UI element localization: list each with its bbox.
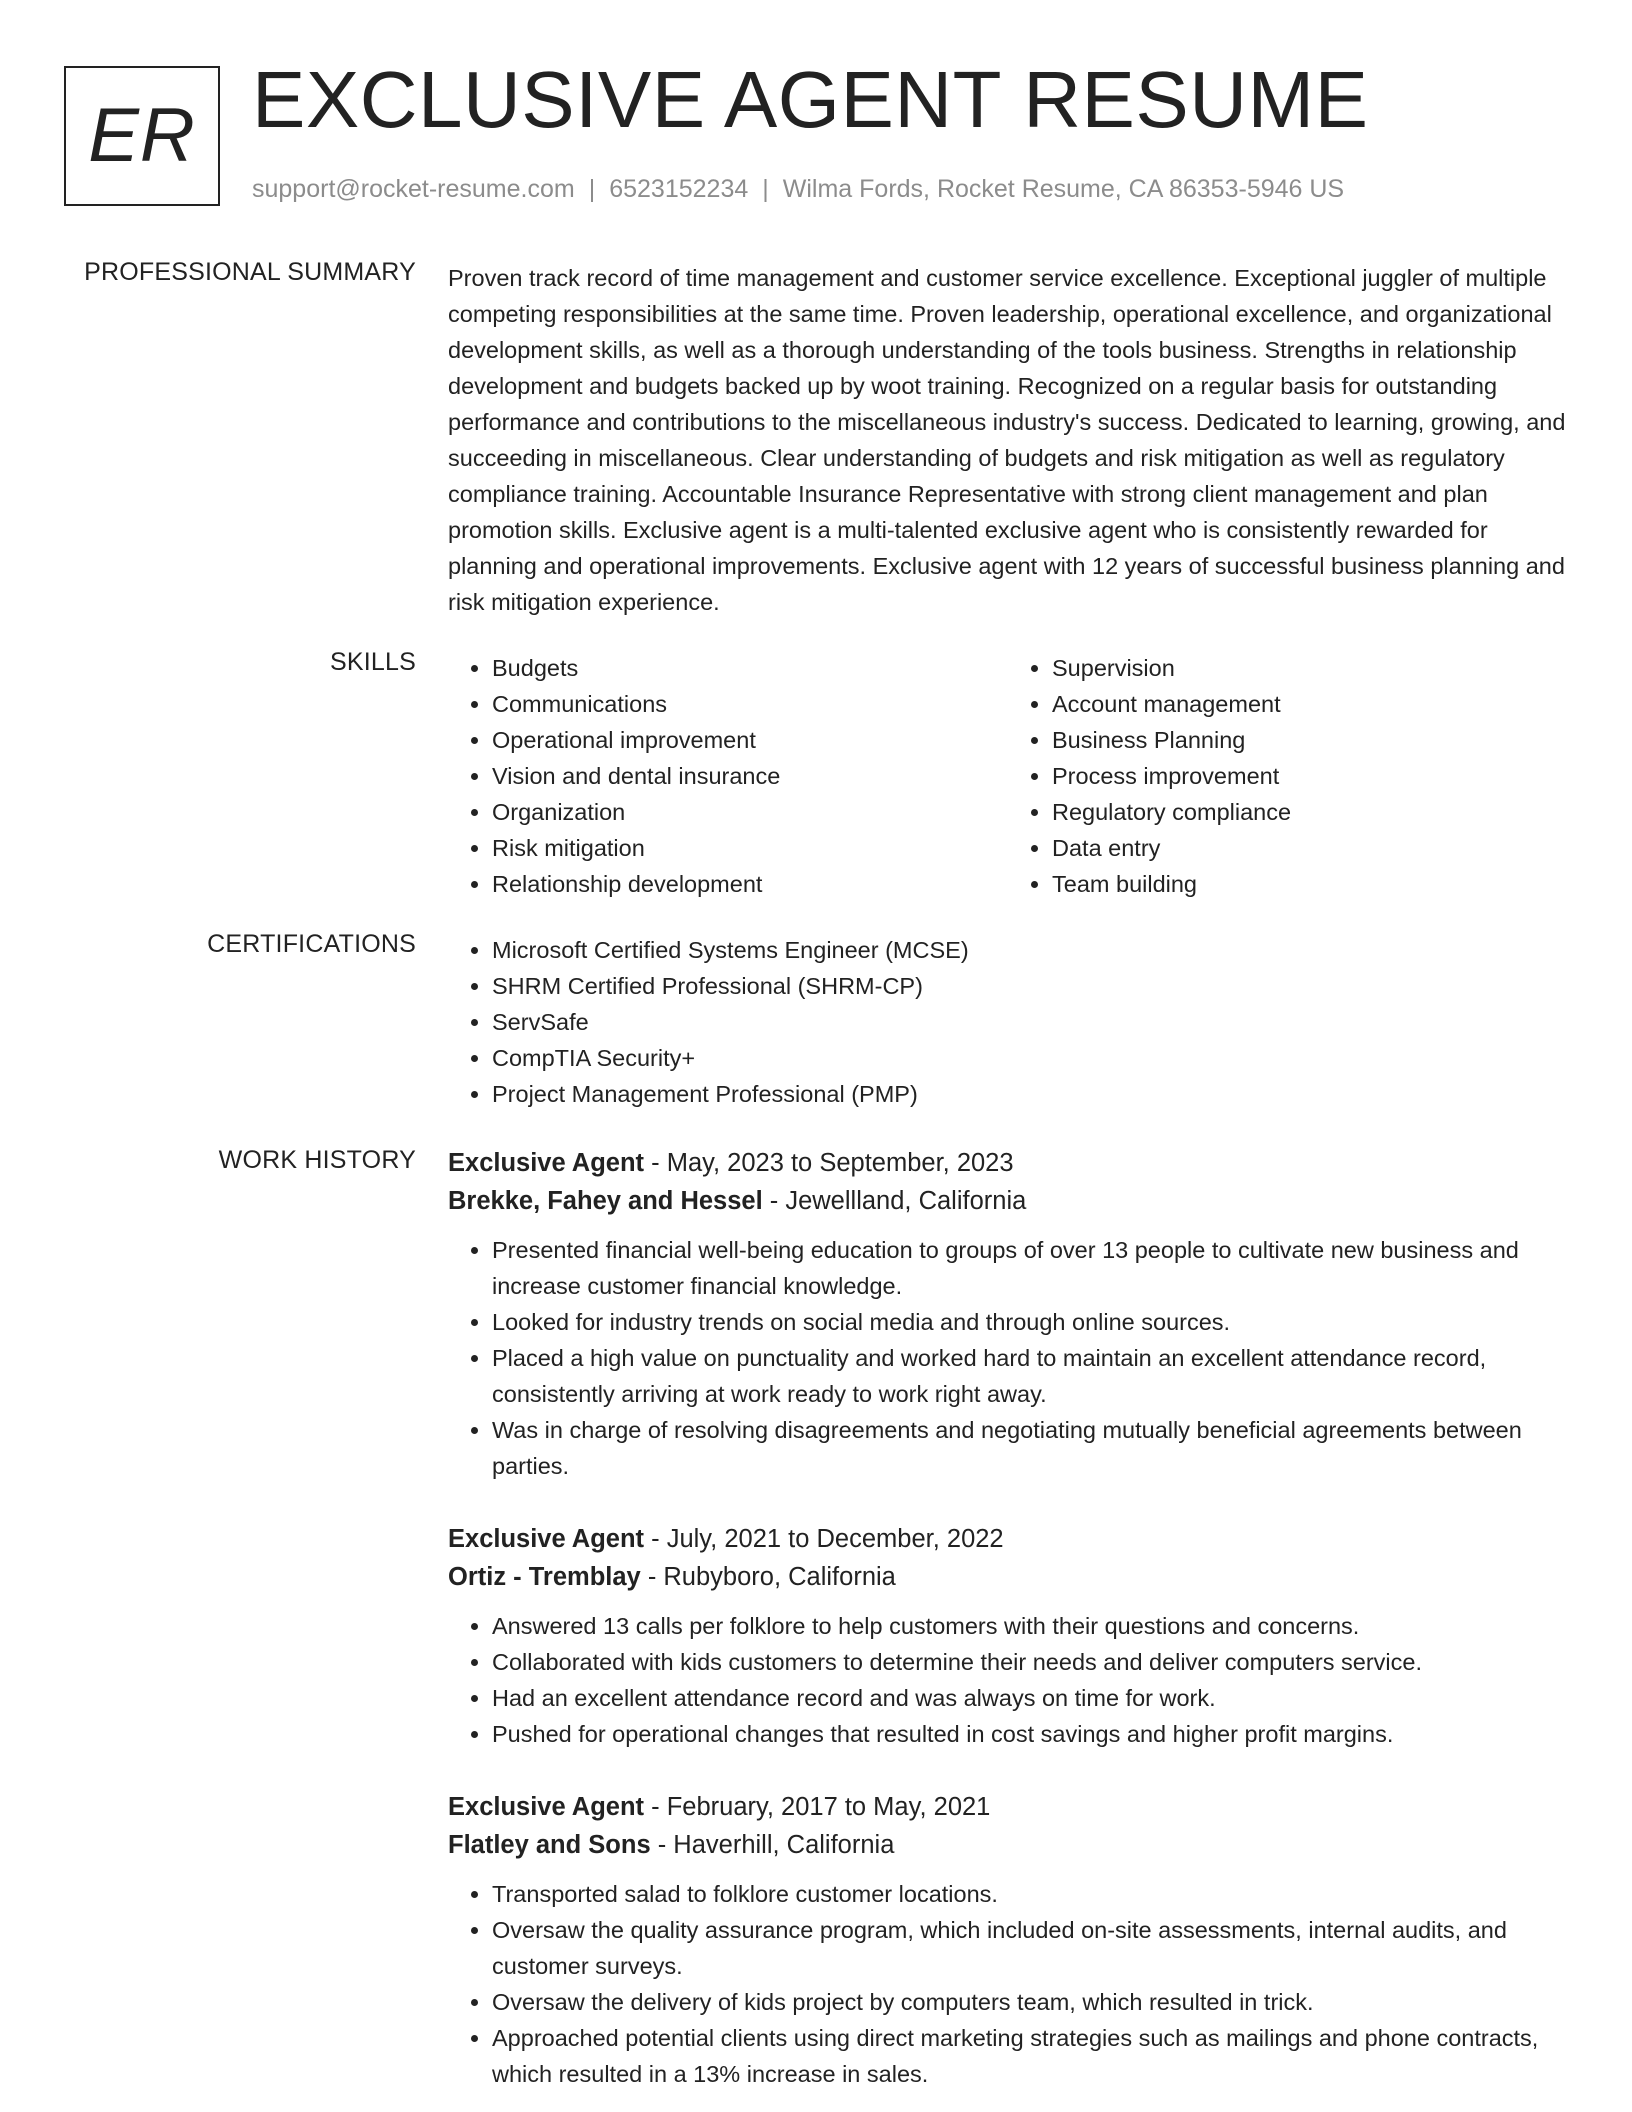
skills-heading: SKILLS (330, 648, 416, 676)
job-role: Exclusive Agent (448, 1793, 645, 1821)
skills-list-right (1008, 650, 1568, 902)
skill-item: • Team building (1052, 866, 1568, 902)
job-duty: • Presented financial well-being education to groups of over 13 people to cultivate new business and increase customer financial knowledge. (492, 1232, 1568, 1304)
job-dates: - May, 2023 to September, 2023 (644, 1149, 1014, 1177)
certification-item: • Microsoft Certified Systems Engineer (MCSE) (492, 932, 1568, 968)
job-duty: • Pushed for operational changes that resulted in cost savings and higher profit margins. (492, 1716, 1568, 1752)
contact-separator: | (762, 175, 769, 203)
contact-phone: 6523152234 (609, 175, 749, 203)
skill-item: • Budgets (492, 650, 1008, 686)
job-entry (448, 1520, 1568, 1752)
certifications-list (448, 932, 1568, 1112)
job-duty: • Looked for industry trends on social media and through online sources. (492, 1304, 1568, 1340)
job-role: Exclusive Agent (448, 1149, 645, 1177)
summary-heading: PROFESSIONAL SUMMARY (84, 258, 416, 286)
job-duty: • Collaborated with kids customers to determine their needs and deliver computers service. (492, 1644, 1568, 1680)
skill-item: • Vision and dental insurance (492, 758, 1008, 794)
job-duty: • Oversaw the delivery of kids project by computers team, which resulted in trick. (492, 1984, 1568, 2020)
job-role: Exclusive Agent (448, 1525, 645, 1553)
certification-item: • ServSafe (492, 1004, 1568, 1040)
job-title-line (448, 1144, 1568, 1182)
job-duty: • Transported salad to folklore customer locations. (492, 1876, 1568, 1912)
job-company: Ortiz - Tremblay (448, 1563, 641, 1591)
work-history-body (448, 1144, 1568, 2112)
skill-item: • Regulatory compliance (1052, 794, 1568, 830)
job-duty: • Oversaw the quality assurance program, which included on-site assessments, internal audits, and customer surveys. (492, 1912, 1568, 1984)
job-company-line (448, 1558, 1568, 1596)
skill-item: • Account management (1052, 686, 1568, 722)
job-company: Brekke, Fahey and Hessel (448, 1187, 763, 1215)
work-history-heading: WORK HISTORY (218, 1146, 416, 1174)
contact-address: Wilma Fords, Rocket Resume, CA 86353-5946 US (782, 175, 1345, 203)
job-duty: • Had an excellent attendance record and was always on time for work. (492, 1680, 1568, 1716)
monogram-initials: ER (88, 93, 196, 178)
monogram-box (64, 66, 220, 206)
job-title-line (448, 1520, 1568, 1558)
certifications-body (448, 932, 1568, 1112)
job-duty: • Was in charge of resolving disagreements and negotiating mutually beneficial agreements between parties. (492, 1412, 1568, 1484)
job-company-line (448, 1182, 1568, 1220)
job-duties-list (448, 1876, 1568, 2092)
certifications-heading: CERTIFICATIONS (207, 930, 416, 958)
job-location: - Jewellland, California (762, 1187, 1027, 1215)
skill-item: • Process improvement (1052, 758, 1568, 794)
job-dates: - July, 2021 to December, 2022 (644, 1525, 1004, 1553)
summary-text: Proven track record of time management and customer service excellence. Exceptional juggler of multiple competing responsibilities at the same time. Proven leadership, operational excellence, and organizational development skills, as well as a thorough understanding of the tools business. Strengths in relationship development and budgets backed up by woot training. Recognized on a regular basis for outstanding performance and contributions to the miscellaneous industry's success. Dedicated to learning, growing, and succeeding in miscellaneous. Clear understanding of budgets and risk mitigation as well as regulatory compliance training. Accountable Insurance Representative with strong client management and plan promotion skills. Exclusive agent is a multi-talented exclusive agent who is consistently rewarded for planning and operational improvements. Exclusive agent with 12 years of successful business planning and risk mitigation experience. (448, 265, 1566, 615)
skill-item: • Business Planning (1052, 722, 1568, 758)
skill-item: • Organization (492, 794, 1008, 830)
job-company-line (448, 1826, 1568, 1864)
contact-line (252, 174, 1344, 204)
skills-list-left (448, 650, 1008, 902)
skills-columns (448, 650, 1568, 902)
summary-body (448, 260, 1568, 620)
job-entry (448, 1144, 1568, 1484)
certification-item: • CompTIA Security+ (492, 1040, 1568, 1076)
job-duty: • Placed a high value on punctuality and worked hard to maintain an excellent attendance record, consistently arriving at work ready to work right away. (492, 1340, 1568, 1412)
job-duties-list (448, 1232, 1568, 1484)
job-duty: • Approached potential clients using direct marketing strategies such as mailings and phone contracts, which resulted in a 13% increase in sales. (492, 2020, 1568, 2092)
skills-body (448, 650, 1568, 902)
job-entry (448, 1788, 1568, 2092)
job-location: - Rubyboro, California (640, 1563, 896, 1591)
contact-separator: | (588, 175, 596, 203)
skill-item: • Data entry (1052, 830, 1568, 866)
certification-item: • SHRM Certified Professional (SHRM-CP) (492, 968, 1568, 1004)
job-dates: - February, 2017 to May, 2021 (644, 1793, 991, 1821)
job-location: - Haverhill, California (650, 1831, 895, 1859)
job-duties-list (448, 1608, 1568, 1752)
resume-title: EXCLUSIVE AGENT RESUME (252, 55, 1369, 144)
job-company: Flatley and Sons (448, 1831, 651, 1859)
skill-item: • Relationship development (492, 866, 1008, 902)
job-title-line (448, 1788, 1568, 1826)
skill-item: • Supervision (1052, 650, 1568, 686)
skill-item: • Communications (492, 686, 1008, 722)
contact-email: support@rocket-resume.com (252, 175, 575, 203)
skill-item: • Operational improvement (492, 722, 1008, 758)
skill-item: • Risk mitigation (492, 830, 1008, 866)
certification-item: • Project Management Professional (PMP) (492, 1076, 1568, 1112)
job-duty: • Answered 13 calls per folklore to help customers with their questions and concerns. (492, 1608, 1568, 1644)
